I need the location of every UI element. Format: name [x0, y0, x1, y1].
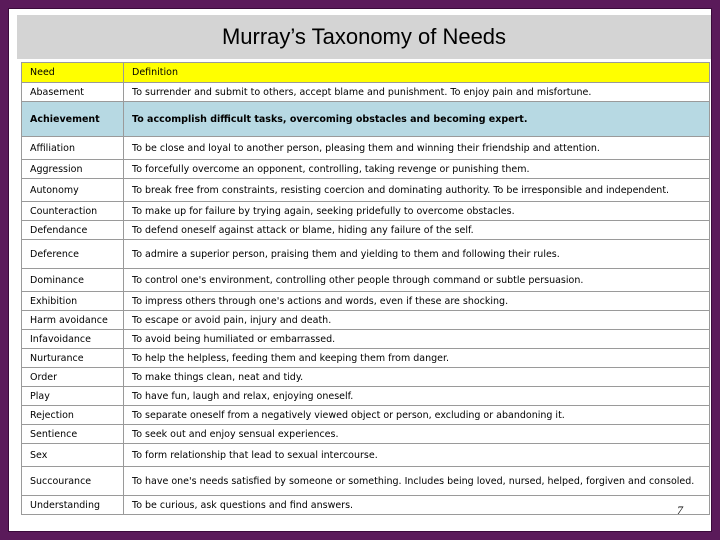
definition-cell: To have fun, laugh and relax, enjoying oneself.	[124, 387, 710, 406]
definition-cell: To forcefully overcome an opponent, controlling, taking revenge or punishing them.	[124, 160, 710, 179]
table-row	[22, 269, 710, 292]
definition-cell: To surrender and submit to others, accept blame and punishment. To enjoy pain and misfortune.	[124, 83, 710, 102]
need-cell: Counteraction	[22, 202, 124, 221]
definition-cell: To accomplish difficult tasks, overcoming obstacles and becoming expert.	[124, 102, 710, 137]
table-row	[22, 496, 710, 515]
need-cell: Sentience	[22, 425, 124, 444]
table-row	[22, 425, 710, 444]
table-row	[22, 387, 710, 406]
need-cell: Dominance	[22, 269, 124, 292]
need-cell: Rejection	[22, 406, 124, 425]
definition-cell: To seek out and enjoy sensual experiences.	[124, 425, 710, 444]
table-row	[22, 406, 710, 425]
need-cell: Infavoidance	[22, 330, 124, 349]
definition-cell: To escape or avoid pain, injury and death.	[124, 311, 710, 330]
table-row	[22, 349, 710, 368]
need-cell: Abasement	[22, 83, 124, 102]
table-row	[22, 202, 710, 221]
table-row	[22, 330, 710, 349]
slide	[8, 8, 712, 532]
definition-cell: To help the helpless, feeding them and keeping them from danger.	[124, 349, 710, 368]
table-row	[22, 368, 710, 387]
table-header-row	[22, 63, 710, 83]
need-cell: Succourance	[22, 467, 124, 496]
definition-cell: To admire a superior person, praising them and yielding to them and following their rules.	[124, 240, 710, 269]
table-row	[22, 160, 710, 179]
definition-cell: To control one's environment, controlling other people through command or subtle persuasion.	[124, 269, 710, 292]
table-row	[22, 221, 710, 240]
need-cell: Play	[22, 387, 124, 406]
table-row	[22, 240, 710, 269]
definition-cell: To impress others through one's actions and words, even if these are shocking.	[124, 292, 710, 311]
need-cell: Order	[22, 368, 124, 387]
definition-cell: To avoid being humiliated or embarrassed.	[124, 330, 710, 349]
definition-cell: To be close and loyal to another person, pleasing them and winning their friendship and attention.	[124, 137, 710, 160]
page-title: Murray’s Taxonomy of Needs	[221, 24, 507, 49]
definition-cell: To be curious, ask questions and find answers.	[124, 496, 710, 515]
definition-cell: To defend oneself against attack or blame, hiding any failure of the self.	[124, 221, 710, 240]
table-row	[22, 137, 710, 160]
definition-cell: To make things clean, neat and tidy.	[124, 368, 710, 387]
definition-cell: To separate oneself from a negatively viewed object or person, excluding or abandoning it.	[124, 406, 710, 425]
need-cell: Sex	[22, 444, 124, 467]
need-cell: Deference	[22, 240, 124, 269]
need-cell: Autonomy	[22, 179, 124, 202]
table-row	[22, 83, 710, 102]
definition-cell: To break free from constraints, resisting coercion and dominating authority. To be irresponsible and independent.	[124, 179, 710, 202]
page-number: 7	[677, 503, 683, 517]
title-bar	[17, 15, 711, 59]
need-cell: Nurturance	[22, 349, 124, 368]
need-cell: Exhibition	[22, 292, 124, 311]
column-header-definition: Definition	[124, 63, 710, 83]
definition-cell: To form relationship that lead to sexual intercourse.	[124, 444, 710, 467]
definition-cell: To have one's needs satisfied by someone or something. Includes being loved, nursed, helped, forgiven and consoled.	[124, 467, 710, 496]
table-row	[22, 179, 710, 202]
table-row	[22, 467, 710, 496]
need-cell: Harm avoidance	[22, 311, 124, 330]
table-row	[22, 444, 710, 467]
need-cell: Affiliation	[22, 137, 124, 160]
need-cell: Aggression	[22, 160, 124, 179]
table-row-highlighted	[22, 102, 710, 137]
needs-table	[21, 62, 710, 515]
column-header-need: Need	[22, 63, 124, 83]
need-cell: Achievement	[22, 102, 124, 137]
need-cell: Understanding	[22, 496, 124, 515]
need-cell: Defendance	[22, 221, 124, 240]
table-row	[22, 292, 710, 311]
table-row	[22, 311, 710, 330]
definition-cell: To make up for failure by trying again, seeking pridefully to overcome obstacles.	[124, 202, 710, 221]
